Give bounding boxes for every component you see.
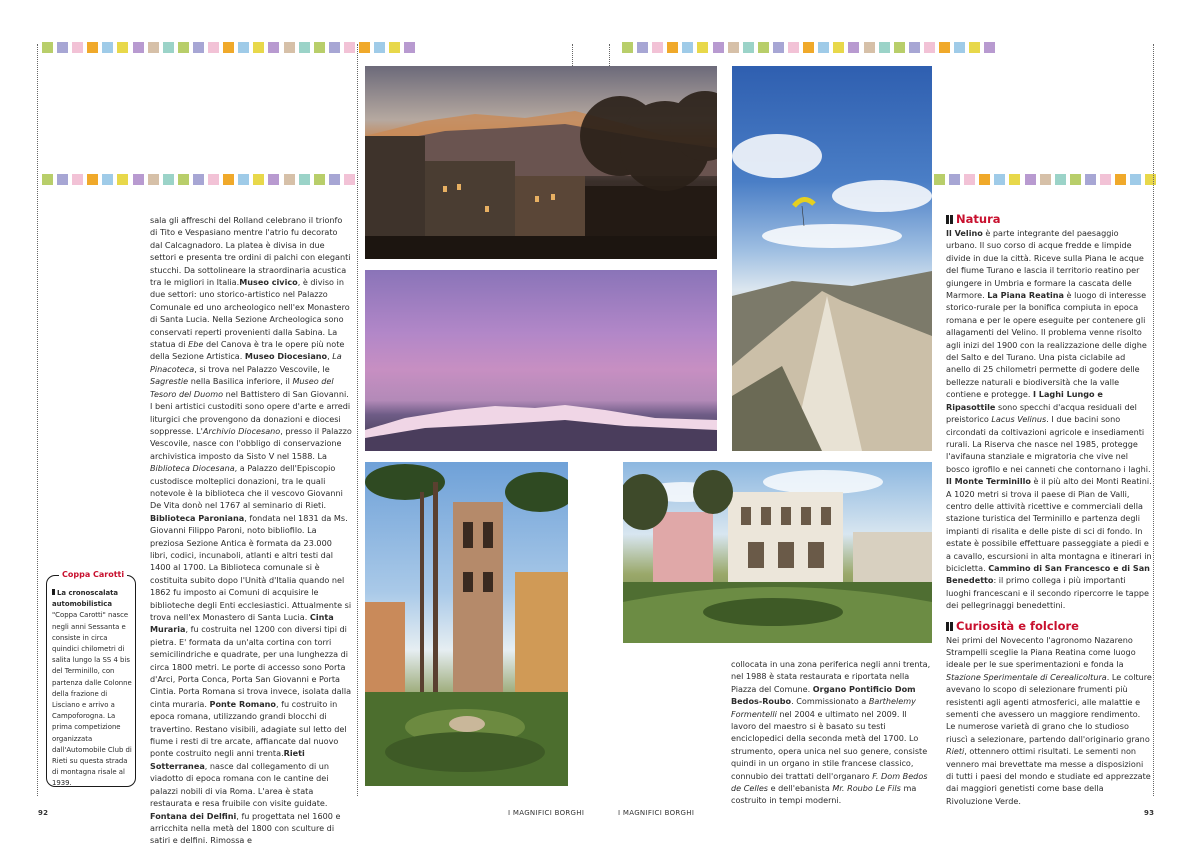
right-column [946,212,1152,807]
color-square [909,42,920,53]
color-square [964,174,975,185]
text-run: I Laghi Lungo e Ripasottile [946,389,1103,412]
text-run: Museo del Tesoro del Duomo [150,376,334,399]
color-square [344,42,355,53]
color-square [773,42,784,53]
text-run: è il più alto dei Monti Reatini. A 1020 metri si trova il paese di Pian de Valli, centro delle attività ricettive e commerciali della stazione turistica del Terminillo e partenza degli impianti di risalita e delle piste di sci di fondo. In estate è possibile effettuare passeggiate a piedi e a cavallo, escursioni in alta montagna e itinerari in bicicletta. [946,476,1152,573]
text-run: collocata in una zona periferica negli anni trenta, nel 1988 è stata restaurata e riportata nella Piazza del Comune. [731,659,931,694]
text-run: Il Velino [946,228,983,238]
color-square [102,42,113,53]
color-square [1070,174,1081,185]
color-square [1055,174,1066,185]
text-run: Ebe [188,339,204,350]
text-run: Sagrestie [150,376,189,387]
color-square [208,42,219,53]
color-square [728,42,739,53]
left-column-text [150,214,352,847]
color-square [984,42,995,53]
color-square [284,42,295,53]
color-square [253,42,264,53]
photo-bell-tower-garden [365,462,568,786]
text-run: Fontana dei Delfini [150,810,237,821]
color-square [682,42,693,53]
text-run: nel Battistero di San Giovanni. I beni artistici custoditi sono opere d'arte e arredi liturgici che provengono da donazioni e diocesi soppresse. L' [150,388,351,436]
text-run: Organo Pontificio Dom Bedos-Roubo [731,683,916,707]
color-square [238,42,249,53]
color-square [879,42,890,53]
color-square [223,174,234,185]
text-run: Museo Diocesiano [244,351,328,362]
dotted-divider [357,44,358,796]
color-square [117,42,128,53]
dotted-divider [1153,44,1154,796]
photo-villa-garden [623,462,932,643]
color-squares-right-mid [934,174,1156,185]
text-run: Archivio Diocesano [202,425,281,436]
color-square [743,42,754,53]
color-square [72,174,83,185]
text-run: La Pinacoteca [150,351,342,374]
text-run: , a Palazzo dell'Episcopio custodisce molteplici donazioni, tra le quali notevole è la biblioteca che il vescovo Giovanni De Vita donò nel 1767 al seminario di Rieti. [150,463,343,511]
color-square [954,42,965,53]
color-square [833,42,844,53]
natura-text [946,227,1152,612]
text-run: , ottennero ottimi risultati. Le sementi non vennero mai brevettate ma messe a disposizioni di tutti i paesi del mondo e studiate ed apprezzate dai maggiori genetisti come base della Rivoluzione Verde. [946,746,1151,806]
text-run: , fu progettata nel 1600 e arricchita nella metà del 1800 con sculture di satiri e delfini. Rimossa e [150,810,341,846]
color-square [374,42,385,53]
color-square [193,174,204,185]
text-run: sala gli affreschi del Rolland celebrano il trionfo di Tito e Vespasiano mentre l'atrio fu decorato dal Calcagnadoro. La platea è divisa in due settori e presenta tre ordini di palchi con eleganti stucchi. Da sottolineare la straordinaria acustica tra le migliori in Italia. [150,215,351,288]
color-square [1130,174,1141,185]
color-square [42,174,53,185]
text-run: , [327,351,333,362]
text-run: e dell'ebanista [768,783,833,794]
color-square [969,42,980,53]
color-square [329,174,340,185]
color-square [344,174,355,185]
text-run: Nei primi del Novecento l'agronomo Nazareno Strampelli sceglie la Piana Reatina come luogo ideale per le sue sperimentazioni e fonda la [946,634,1136,670]
text-run: F. Dom Bedos de Celles [731,770,928,794]
color-square [299,174,310,185]
color-square [1100,174,1111,185]
right-middle-text [731,658,934,807]
text-run: Biblioteca Paroniana [150,512,245,523]
running-title-left: I MAGNIFICI BORGHI [508,809,585,817]
color-square [818,42,829,53]
text-run: , si trova nel Palazzo Vescovile, le [194,363,330,374]
color-square [939,42,950,53]
color-square [788,42,799,53]
text-run: . I due bacini sono circondati da coltivazioni agricole e insediamenti rurali. La Riserva che nasce nel 1985, protegge l'avifauna stanziale e migratoria che vive nel bosco igrofilo e nei canneti che contornano i laghi. [946,414,1151,474]
color-square [268,174,279,185]
color-square [42,42,53,53]
color-square [848,42,859,53]
sidebar-lead: La cronoscalata automobilistica [52,589,119,609]
color-square [133,42,144,53]
text-run: Stazione Sperimentale di Cerealicoltura [946,671,1107,682]
color-square [178,42,189,53]
color-square [133,174,144,185]
color-square [637,42,648,53]
color-square [163,174,174,185]
color-square [238,174,249,185]
color-square [223,42,234,53]
color-square [102,174,113,185]
photo-rieti-town-at-dusk [365,66,717,259]
color-squares-right-top [622,42,995,53]
text-run: , fondata nel 1831 da Ms. Giovanni Filippo Paroni, noto bibliofilo. La preziosa Sezione Antica è formata da 23.000 libri, codici, incunaboli, atlanti e altri testi dal 1400 al 1700. La Biblioteca comunale si è costituita subito dopo l'Unità d'Italia quando nel 1862 fu imposto ai Comuni di acquisire le biblioteche degli Enti ecclesiastici. Attualmente si trova nell'ex Monastero di Santa Lucia. [150,512,352,622]
text-run: , fu costruito in epoca romana, utilizzando grandi blocchi di travertino. Restano visibili, adagiate sul letto del fiume i resti di tre arcate, affiancate dal nuovo ponte costruito negli anni trenta. [150,698,347,759]
text-run: . Le colture avevano lo scopo di selezionare frumenti più resistenti agli agenti atmosferici, alle malattie e sementi che avessero un maggiore rendimento. Le numerose varietà di grano che lo studioso riuscì a selezionare, partendo dall'originario grano [946,671,1152,744]
text-run: Museo civico [239,277,298,288]
text-run: Cinta Muraria [150,612,334,635]
color-square [57,42,68,53]
text-run: Mr. Roubo Le Fils [832,783,901,794]
color-square [667,42,678,53]
text-run: Ponte Romano [209,698,276,709]
text-run: è parte integrante del paesaggio urbano. Il suo corso di acque fredde e limpide divide in due la città. Riceve sulla Piana le acque del fiume Turano e lascia il territorio reatino per giungere in Umbria e formare la cascata delle Marmore. [946,228,1144,301]
color-square [57,174,68,185]
text-run: è luogo di interesse storico-rurale per la bonifica compiuta in epoca romana e per le opere eseguite per contenere gli allagamenti del Velino. Il problema venne risolto agli inizi del 1900 con la realizzazione delle dighe del Salto e del Turano. Una pista ciclabile ad anello di 25 chilometri permette di godere delle bellezze naturali e biodiversità che la valle contiene e protegge. [946,290,1147,400]
text-run: ma costruito in tempi moderni. [731,783,917,806]
curiosita-text [946,634,1152,808]
color-square [193,42,204,53]
color-square [314,174,325,185]
text-run: Il Monte Terminillo [946,476,1031,487]
page-number-right: 93 [1144,809,1155,817]
color-square [1085,174,1096,185]
color-square [697,42,708,53]
text-run: Cammino di San Francesco e di San Benedetto [946,562,1150,586]
page-number-left: 92 [38,809,49,817]
color-square [253,174,264,185]
color-square [72,42,83,53]
color-square [117,174,128,185]
color-square [652,42,663,53]
text-run: , presso il Palazzo Vescovile, nasce con l'obbligo di conservazione archivistica imposto da Sisto V nel 1588. La [150,425,352,461]
color-square [924,42,935,53]
color-square [178,174,189,185]
sidebar-title: Coppa Carotti [59,570,127,579]
color-square [148,42,159,53]
text-run: Rieti [946,746,965,757]
color-square [163,42,174,53]
color-square [329,42,340,53]
color-square [1115,174,1126,185]
color-square [864,42,875,53]
color-square [934,174,945,185]
color-square [949,174,960,185]
text-run: . Commissionato a [791,696,869,707]
text-run: nella Basilica inferiore, il [188,376,293,387]
running-title-right: I MAGNIFICI BORGHI [618,809,695,817]
color-square [622,42,633,53]
color-square [713,42,724,53]
text-run: , fu costruita nel 1200 con diversi tipi di pietra. E' formata da un'alta cortina con torri semicilindriche e quadrate, per una lunghezza di circa 1800 metri. Le porte di accesso sono Porta d'Arci, Porta Conca, Porta San Giovanni e Porta Cintia. Porta Romana si trova invece, isolata dalla cinta muraria. [150,624,352,709]
color-square [389,42,400,53]
color-square [1025,174,1036,185]
color-square [87,174,98,185]
text-run: Barthelemy Formentelli [731,696,916,719]
text-run: Rieti Sotterranea [150,748,305,771]
color-square [1040,174,1051,185]
color-square [299,42,310,53]
color-squares-left-mid [42,174,355,185]
sidebar-coppa-carotti [46,570,136,788]
photo-terminillo-pink-sky [365,270,717,451]
color-square [994,174,1005,185]
color-square [284,174,295,185]
color-square [208,174,219,185]
dotted-divider [37,44,38,796]
sidebar-body [52,588,132,790]
color-square [87,42,98,53]
text-run: nel 2004 e ultimato nel 2009. Il lavoro del maestro si è basato su testi enciclopedici della seconda metà del 1700. Lo strumento, opera unica nel suo genere, consiste quindi in un organo in stile francese classico, connubio dei trattati dell'organaro [731,708,928,781]
text-run: , nasce dal collegamento di un viadotto di epoca romana con le cantine dei palazzi nobili di via Roma. L'area è stata restaurata e resa fruibile con visite guidate. [150,760,330,809]
color-square [894,42,905,53]
text-run: del Canova è tra le opere più note della Sezione Artistica. [150,339,345,362]
curiosita-heading: Curiosità e folclore [946,619,1152,633]
color-square [404,42,415,53]
sidebar-text: "Coppa Carotti" nasce negli anni Sessanta e consiste in circa quindici chilometri di salita lungo la SS 4 bis del Terminillo, con partenza dalle Colonne della frazione di Lisciano e arrivo a Campoforogna. La prima competizione organizzata dall'Automobile Club di Rieti su questa strada di montagna risale al 1939. [52,611,132,788]
text-run: Biblioteca Diocesana [150,463,235,474]
color-squares-left-top [42,42,415,53]
color-square [314,42,325,53]
color-square [979,174,990,185]
color-square [803,42,814,53]
color-square [758,42,769,53]
color-square [1009,174,1020,185]
color-square [359,42,370,53]
text-run: : il primo collega i più importanti luoghi francescani e il secondo ripercorre le tappe dei pellegrinaggi benedettini. [946,575,1150,611]
color-square [1145,174,1156,185]
text-run: Lacus Velinus [991,414,1047,425]
photo-paraglider-mountains [732,66,932,451]
text-run: sono specchi d'acqua residuali del preistorico [946,401,1137,425]
color-square [268,42,279,53]
text-run: La Piana Reatina [987,290,1064,301]
text-run: , è diviso in due settori: uno storico-artistico nel Palazzo Comunale ed uno archeologico nell'ex Monastero di Santa Lucia. Nella Sezione Archeologica sono conservati reperti provenienti dalla Sabina. La statua di [150,277,350,350]
natura-heading: Natura [946,212,1152,226]
color-square [148,174,159,185]
